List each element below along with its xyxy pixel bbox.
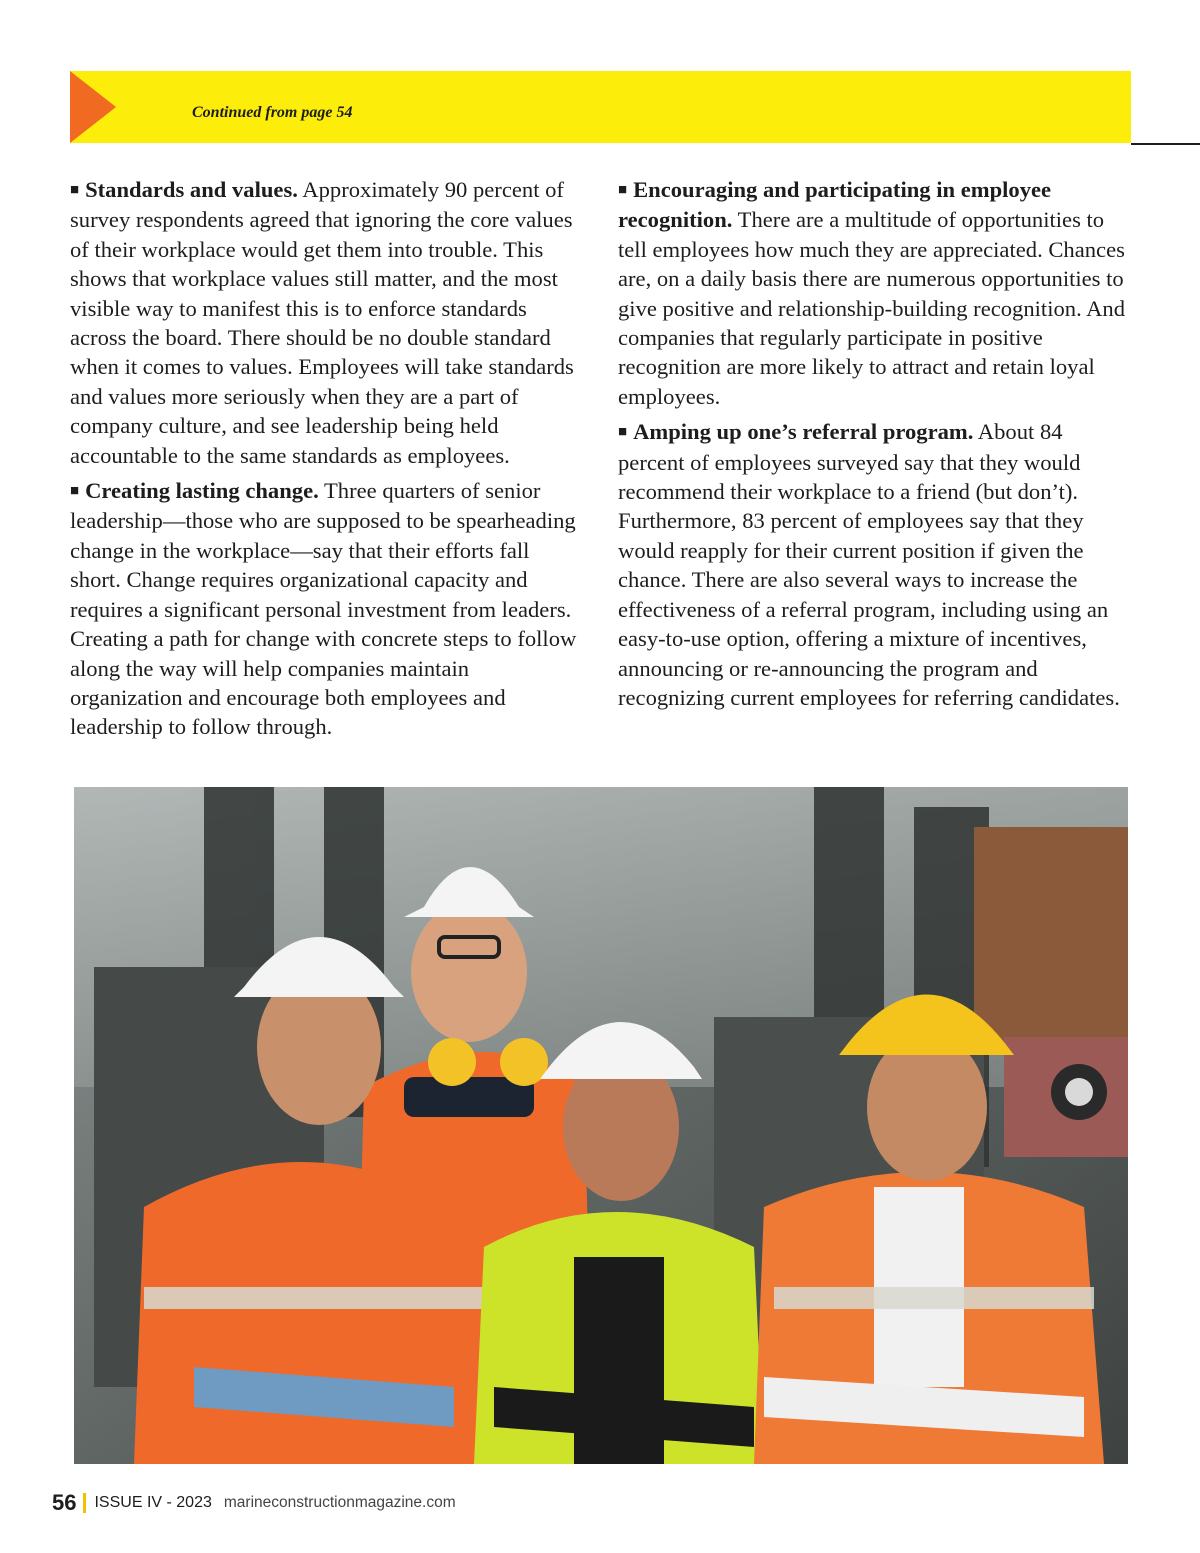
- arrow-icon: [70, 71, 116, 143]
- page-number: 56: [52, 1490, 77, 1515]
- workers-photo: [74, 787, 1128, 1464]
- paragraph-body: Three quarters of senior leadership—those who are supposed to be spearheading change in the workplace—say that their efforts fall short. Change requires organizational capacity and requires a significant personal investment from leaders. Creating a path for change with concrete steps to follow along the way will help companies maintain organization and encourage both employees and leadership to follow through.: [70, 478, 577, 740]
- bullet-icon: ■: [618, 424, 628, 441]
- paragraph-lead: Standards and values.: [85, 177, 298, 202]
- right-column: [618, 175, 1128, 718]
- article-paragraph: [618, 175, 1128, 411]
- paragraph-lead: Encouraging and participating in employee recognition.: [618, 177, 1052, 233]
- article-paragraph: [618, 417, 1128, 712]
- paragraph-lead: Amping up one’s referral program.: [633, 419, 974, 445]
- paragraph-body: There are a multitude of opportunities to tell employees how much they are appreciated. Chances are, on a daily basis there are numerous opportunities to give positive and relationship-building recognition. And companies that regularly participate in positive recognition are more likely to attract and retain loyal employees.: [618, 207, 1126, 409]
- paragraph-body: Approximately 90 percent of survey respondents agreed that ignoring the core values of their workplace would get them into trouble. This shows that workplace values still matter, and the most visible way to manifest this is to enforce standards across the board. There should be no double standard when it comes to values. Employees will take standards and values more seriously when they are a part of company culture, and see leadership being held accountable to the same standards as employees.: [70, 177, 574, 468]
- bullet-icon: ■: [618, 182, 628, 198]
- continued-note: Continued from page 54: [192, 104, 353, 121]
- paragraph-body: About 84 percent of employees surveyed say that they would recommend their workplace to a friend (but don’t). Furthermore, 83 percent of employees say that they would reapply for their current position if given the chance. There are also several ways to increase the effectiveness of a referral program, including using an easy-to-use option, offering a mixture of incentives, announcing or re-announcing the program and recognizing current employees for referring candidates.: [618, 419, 1120, 710]
- page-footer: [52, 1490, 456, 1520]
- issue-label: ISSUE IV - 2023: [94, 1494, 212, 1511]
- bullet-icon: ■: [70, 483, 80, 500]
- left-column: [70, 175, 585, 748]
- header-rule: [1131, 143, 1200, 145]
- bullet-icon: ■: [70, 182, 80, 198]
- website-link[interactable]: marineconstructionmagazine.com: [223, 1494, 456, 1511]
- article-paragraph: [70, 175, 585, 470]
- footer-separator: [83, 1493, 86, 1513]
- article-paragraph: [70, 476, 585, 742]
- workers-illustration: [74, 787, 1128, 1464]
- paragraph-lead: Creating lasting change.: [85, 478, 319, 504]
